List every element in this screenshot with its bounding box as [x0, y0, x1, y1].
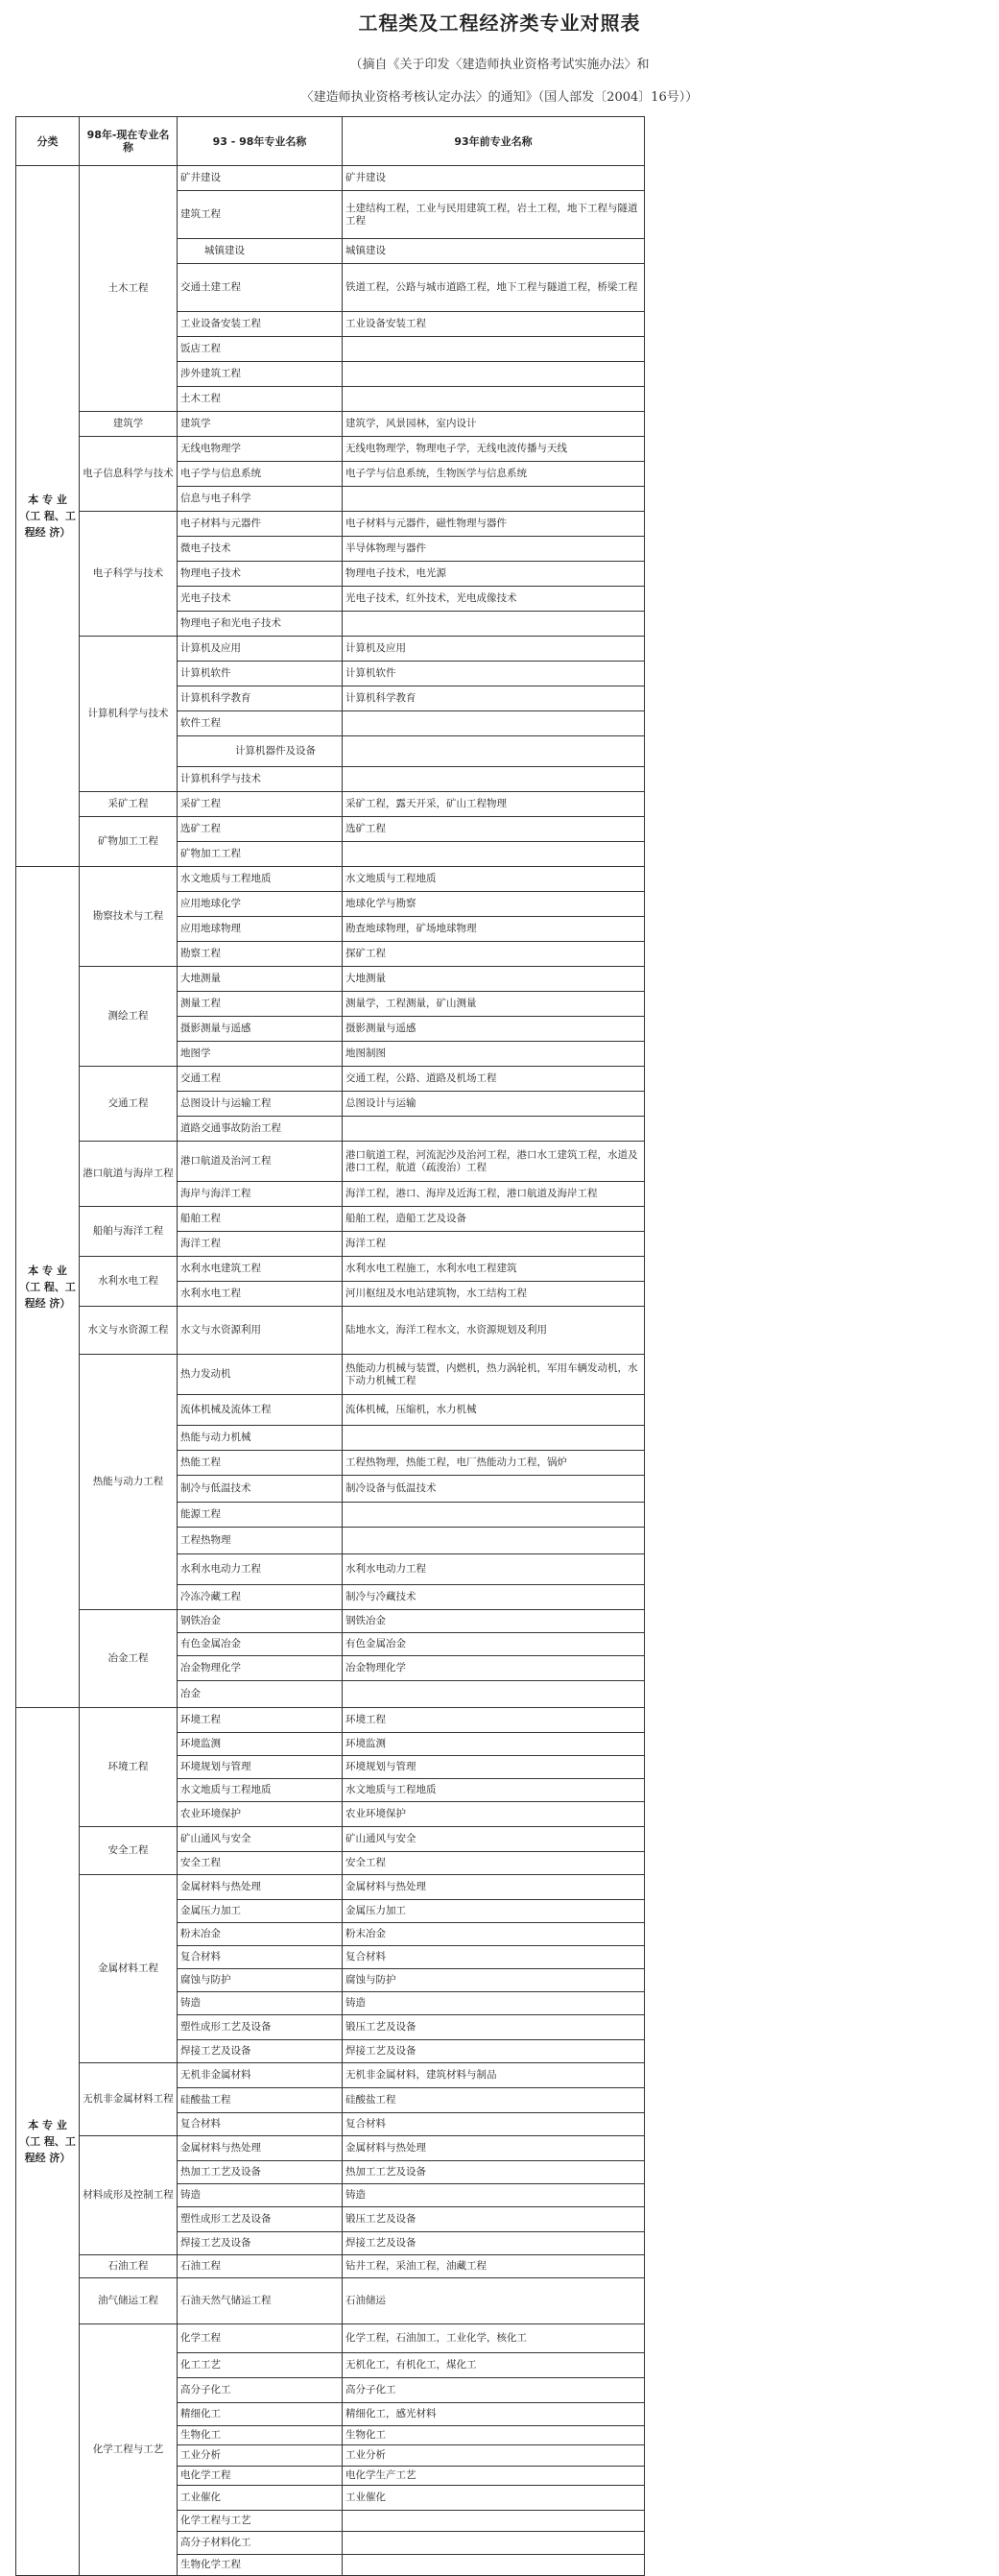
major-before-93-cell: 农业环境保护	[343, 1802, 645, 1827]
major-93-98-cell: 塑性成形工艺及设备	[178, 2015, 343, 2040]
major-93-98-cell: 电子学与信息系统	[178, 462, 343, 487]
major-93-98-cell: 城镇建设	[178, 239, 343, 264]
major-before-93-cell: 热能动力机械与装置，内燃机，热力涡轮机，军用车辆发动机，水下动力机械工程	[343, 1355, 645, 1395]
major-93-98-cell: 冶金	[178, 1681, 343, 1708]
major-before-93-cell: 探矿工程	[343, 942, 645, 967]
table-row	[16, 2136, 645, 2161]
major-before-93-cell: 石油储运	[343, 2278, 645, 2324]
current-major-cell: 冶金工程	[80, 1610, 178, 1708]
major-before-93-cell: 环境监测	[343, 1733, 645, 1756]
current-major-cell: 采矿工程	[80, 792, 178, 817]
major-before-93-cell: 电子材料与元器件，磁性物理与器件	[343, 512, 645, 537]
major-93-98-cell: 勘察工程	[178, 942, 343, 967]
table-row	[16, 1355, 645, 1395]
major-before-93-cell: 海洋工程，港口、海岸及近海工程，港口航道及海岸工程	[343, 1182, 645, 1207]
major-before-93-cell: 船舶工程，造船工艺及设备	[343, 1207, 645, 1232]
major-before-93-cell	[343, 1528, 645, 1554]
major-before-93-cell: 采矿工程，露天开采，矿山工程物理	[343, 792, 645, 817]
major-93-98-cell: 涉外建筑工程	[178, 362, 343, 387]
major-before-93-cell: 陆地水文，海洋工程水文，水资源规划及利用	[343, 1307, 645, 1355]
major-before-93-cell: 钻井工程，采油工程，油藏工程	[343, 2255, 645, 2278]
major-93-98-cell: 生物化学工程	[178, 2555, 343, 2576]
major-93-98-cell: 信息与电子科学	[178, 487, 343, 512]
major-before-93-cell: 制冷与冷藏技术	[343, 1585, 645, 1610]
major-before-93-cell: 制冷设备与低温技术	[343, 1476, 645, 1503]
current-major-cell: 矿物加工工程	[80, 817, 178, 867]
major-before-93-cell: 摄影测量与遥感	[343, 1017, 645, 1042]
table-row	[16, 437, 645, 462]
major-93-98-cell: 有色金属冶金	[178, 1633, 343, 1656]
major-before-93-cell: 计算机科学教育	[343, 686, 645, 711]
major-93-98-cell: 热能工程	[178, 1451, 343, 1476]
major-before-93-cell: 精细化工，感光材料	[343, 2403, 645, 2426]
current-major-cell: 测绘工程	[80, 967, 178, 1067]
major-before-93-cell: 无线电物理学，物理电子学，无线电波传播与天线	[343, 437, 645, 462]
major-before-93-cell	[343, 2555, 645, 2576]
table-row	[16, 512, 645, 537]
major-before-93-cell: 水利水电动力工程	[343, 1554, 645, 1585]
major-93-98-cell: 热加工工艺及设备	[178, 2161, 343, 2184]
major-93-98-cell: 海洋工程	[178, 1232, 343, 1257]
major-93-98-cell: 热能与动力机械	[178, 1426, 343, 1451]
major-before-93-cell: 港口航道工程，河流泥沙及治河工程，港口水工建筑工程，水道及港口工程，航道（疏浚治）工程	[343, 1142, 645, 1182]
major-before-93-cell: 水利水电工程施工，水利水电工程建筑	[343, 1257, 645, 1282]
table-row	[16, 967, 645, 992]
table-row	[16, 1207, 645, 1232]
major-before-93-cell: 流体机械，压缩机，水力机械	[343, 1395, 645, 1426]
current-major-cell: 金属材料工程	[80, 1875, 178, 2063]
major-before-93-cell: 工业催化	[343, 2486, 645, 2511]
table-row	[16, 166, 645, 191]
major-93-98-cell: 计算机软件	[178, 662, 343, 686]
major-before-93-cell: 生物化工	[343, 2426, 645, 2445]
major-93-98-cell: 高分子材料化工	[178, 2532, 343, 2555]
major-before-93-cell: 大地测量	[343, 967, 645, 992]
major-before-93-cell: 地球化学与勘察	[343, 892, 645, 917]
major-93-98-cell: 电子材料与元器件	[178, 512, 343, 537]
major-93-98-cell: 矿物加工工程	[178, 842, 343, 867]
major-93-98-cell: 制冷与低温技术	[178, 1476, 343, 1503]
current-major-cell: 建筑学	[80, 412, 178, 437]
major-before-93-cell: 金属压力加工	[343, 1900, 645, 1923]
major-93-98-cell: 工程热物理	[178, 1528, 343, 1554]
category-cell: 本 专 业（工 程、工 程经 济）	[16, 166, 80, 867]
major-before-93-cell: 锻压工艺及设备	[343, 2015, 645, 2040]
category-cell: 本 专 业（工 程、工 程经 济）	[16, 1708, 80, 2576]
major-before-93-cell: 环境工程	[343, 1708, 645, 1733]
major-93-98-cell: 电化学工程	[178, 2467, 343, 2486]
table-row	[16, 2255, 645, 2278]
major-before-93-cell: 无机非金属材料，建筑材料与制品	[343, 2063, 645, 2088]
major-93-98-cell: 环境监测	[178, 1733, 343, 1756]
major-93-98-cell: 能源工程	[178, 1503, 343, 1528]
major-93-98-cell: 无线电物理学	[178, 437, 343, 462]
subtitle-line-2: 〈建造师执业资格考核认定办法〉的通知》（国人部发〔2004〕16号））	[300, 90, 699, 105]
table-row	[16, 637, 645, 662]
major-before-93-cell: 铸造	[343, 2184, 645, 2207]
major-before-93-cell: 复合材料	[343, 2113, 645, 2136]
major-93-98-cell: 生物化工	[178, 2426, 343, 2445]
major-before-93-cell: 硅酸盐工程	[343, 2088, 645, 2113]
major-93-98-cell: 土木工程	[178, 387, 343, 412]
table-header-row	[16, 117, 645, 166]
major-before-93-cell: 工业设备安装工程	[343, 312, 645, 337]
table-row	[16, 1708, 645, 1733]
major-93-98-cell: 焊接工艺及设备	[178, 2040, 343, 2063]
current-major-cell: 水利水电工程	[80, 1257, 178, 1307]
major-93-98-cell: 化学工程	[178, 2324, 343, 2353]
current-major-cell: 计算机科学与技术	[80, 637, 178, 792]
major-93-98-cell: 地图学	[178, 1042, 343, 1067]
major-before-93-cell: 交通工程，公路、道路及机场工程	[343, 1067, 645, 1092]
major-93-98-cell: 塑性成形工艺及设备	[178, 2207, 343, 2232]
major-93-98-cell: 采矿工程	[178, 792, 343, 817]
header-current-major: 98年-现在专业名称	[80, 117, 178, 166]
major-93-98-cell: 选矿工程	[178, 817, 343, 842]
major-before-93-cell: 水文地质与工程地质	[343, 867, 645, 892]
major-93-98-cell: 饭店工程	[178, 337, 343, 362]
major-93-98-cell: 水文地质与工程地质	[178, 867, 343, 892]
major-93-98-cell: 水利水电工程	[178, 1282, 343, 1307]
major-93-98-cell: 钢铁冶金	[178, 1610, 343, 1633]
major-before-93-cell: 热加工工艺及设备	[343, 2161, 645, 2184]
major-93-98-cell: 建筑工程	[178, 191, 343, 239]
major-before-93-cell: 复合材料	[343, 1946, 645, 1969]
major-before-93-cell: 海洋工程	[343, 1232, 645, 1257]
major-before-93-cell: 铸造	[343, 1992, 645, 2015]
major-before-93-cell: 安全工程	[343, 1852, 645, 1875]
table-row	[16, 1307, 645, 1355]
major-93-98-cell: 计算机科学教育	[178, 686, 343, 711]
major-93-98-cell: 金属材料与热处理	[178, 2136, 343, 2161]
table-row	[16, 412, 645, 437]
major-before-93-cell: 物理电子技术，电光源	[343, 562, 645, 587]
table-row	[16, 1610, 645, 1633]
major-before-93-cell: 计算机软件	[343, 662, 645, 686]
major-before-93-cell: 总图设计与运输	[343, 1092, 645, 1117]
major-93-98-cell: 交通工程	[178, 1067, 343, 1092]
major-before-93-cell: 粉末冶金	[343, 1923, 645, 1946]
major-93-98-cell: 应用地球化学	[178, 892, 343, 917]
major-93-98-cell: 计算机器件及设备	[178, 736, 343, 767]
major-93-98-cell: 摄影测量与遥感	[178, 1017, 343, 1042]
major-before-93-cell: 有色金属冶金	[343, 1633, 645, 1656]
major-before-93-cell: 工业分析	[343, 2445, 645, 2467]
major-93-98-cell: 无机非金属材料	[178, 2063, 343, 2088]
major-before-93-cell: 矿山通风与安全	[343, 1827, 645, 1852]
major-before-93-cell: 测量学，工程测量，矿山测量	[343, 992, 645, 1017]
major-93-98-cell: 矿山通风与安全	[178, 1827, 343, 1852]
subtitle-line-1: （摘自《关于印发〈建造师执业资格考试实施办法〉和	[349, 58, 650, 72]
current-major-cell: 无机非金属材料工程	[80, 2063, 178, 2136]
major-before-93-cell: 地图制图	[343, 1042, 645, 1067]
major-93-98-cell: 道路交通事故防治工程	[178, 1117, 343, 1142]
table-row	[16, 2063, 645, 2088]
major-before-93-cell: 计算机及应用	[343, 637, 645, 662]
major-93-98-cell: 工业分析	[178, 2445, 343, 2467]
major-93-98-cell: 计算机科学与技术	[178, 767, 343, 792]
current-major-cell: 油气储运工程	[80, 2278, 178, 2324]
major-93-98-cell: 复合材料	[178, 1946, 343, 1969]
major-93-98-cell: 大地测量	[178, 967, 343, 992]
major-comparison-table	[15, 116, 645, 2576]
current-major-cell: 交通工程	[80, 1067, 178, 1142]
major-before-93-cell: 环境规划与管理	[343, 1756, 645, 1779]
major-93-98-cell: 安全工程	[178, 1852, 343, 1875]
major-before-93-cell	[343, 736, 645, 767]
major-93-98-cell: 热力发动机	[178, 1355, 343, 1395]
major-93-98-cell: 应用地球物理	[178, 917, 343, 942]
major-before-93-cell: 钢铁冶金	[343, 1610, 645, 1633]
major-93-98-cell: 石油天然气储运工程	[178, 2278, 343, 2324]
current-major-cell: 热能与动力工程	[80, 1355, 178, 1610]
header-before-93-major: 93年前专业名称	[343, 117, 645, 166]
major-before-93-cell: 电化学生产工艺	[343, 2467, 645, 2486]
current-major-cell: 化学工程与工艺	[80, 2324, 178, 2576]
table-row	[16, 867, 645, 892]
major-93-98-cell: 流体机械及流体工程	[178, 1395, 343, 1426]
major-before-93-cell	[343, 1426, 645, 1451]
major-before-93-cell	[343, 1503, 645, 1528]
major-93-98-cell: 冶金物理化学	[178, 1656, 343, 1681]
major-before-93-cell: 河川枢纽及水电站建筑物，水工结构工程	[343, 1282, 645, 1307]
major-93-98-cell: 精细化工	[178, 2403, 343, 2426]
major-before-93-cell	[343, 767, 645, 792]
current-major-cell: 港口航道与海岸工程	[80, 1142, 178, 1207]
major-before-93-cell	[343, 711, 645, 736]
major-93-98-cell: 船舶工程	[178, 1207, 343, 1232]
current-major-cell: 电子科学与技术	[80, 512, 178, 637]
major-93-98-cell: 软件工程	[178, 711, 343, 736]
current-major-cell: 土木工程	[80, 166, 178, 412]
current-major-cell: 材料成形及控制工程	[80, 2136, 178, 2255]
major-93-98-cell: 金属材料与热处理	[178, 1875, 343, 1900]
major-93-98-cell: 矿井建设	[178, 166, 343, 191]
major-before-93-cell: 矿井建设	[343, 166, 645, 191]
table-row	[16, 792, 645, 817]
major-93-98-cell: 焊接工艺及设备	[178, 2232, 343, 2255]
major-before-93-cell: 腐蚀与防护	[343, 1969, 645, 1992]
major-93-98-cell: 物理电子技术	[178, 562, 343, 587]
major-before-93-cell: 电子学与信息系统，生物医学与信息系统	[343, 462, 645, 487]
major-before-93-cell	[343, 362, 645, 387]
major-93-98-cell: 环境规划与管理	[178, 1756, 343, 1779]
major-before-93-cell: 工程热物理，热能工程，电厂热能动力工程，锅炉	[343, 1451, 645, 1476]
major-93-98-cell: 复合材料	[178, 2113, 343, 2136]
major-93-98-cell: 铸造	[178, 2184, 343, 2207]
major-93-98-cell: 光电子技术	[178, 587, 343, 612]
major-93-98-cell: 石油工程	[178, 2255, 343, 2278]
major-93-98-cell: 化学工程与工艺	[178, 2511, 343, 2532]
major-before-93-cell: 城镇建设	[343, 239, 645, 264]
table-row	[16, 2324, 645, 2353]
major-before-93-cell: 勘查地球物理，矿场地球物理	[343, 917, 645, 942]
major-before-93-cell: 锻压工艺及设备	[343, 2207, 645, 2232]
current-major-cell: 环境工程	[80, 1708, 178, 1827]
current-major-cell: 勘察技术与工程	[80, 867, 178, 967]
major-93-98-cell: 腐蚀与防护	[178, 1969, 343, 1992]
major-before-93-cell: 半导体物理与器件	[343, 537, 645, 562]
major-93-98-cell: 水文与水资源利用	[178, 1307, 343, 1355]
major-before-93-cell	[343, 1681, 645, 1708]
major-before-93-cell	[343, 2532, 645, 2555]
major-before-93-cell	[343, 387, 645, 412]
major-93-98-cell: 交通土建工程	[178, 264, 343, 312]
major-93-98-cell: 农业环境保护	[178, 1802, 343, 1827]
table-body	[16, 166, 645, 2576]
major-93-98-cell: 工业催化	[178, 2486, 343, 2511]
table-row	[16, 1827, 645, 1852]
major-before-93-cell: 选矿工程	[343, 817, 645, 842]
table-row	[16, 1875, 645, 1900]
major-93-98-cell: 冷冻冷藏工程	[178, 1585, 343, 1610]
major-before-93-cell: 铁道工程，公路与城市道路工程，地下工程与隧道工程，桥梁工程	[343, 264, 645, 312]
major-before-93-cell	[343, 612, 645, 637]
major-93-98-cell: 水利水电动力工程	[178, 1554, 343, 1585]
major-before-93-cell: 建筑学，风景园林，室内设计	[343, 412, 645, 437]
major-93-98-cell: 化工工艺	[178, 2353, 343, 2378]
major-before-93-cell	[343, 487, 645, 512]
major-93-98-cell: 水文地质与工程地质	[178, 1779, 343, 1802]
major-93-98-cell: 微电子技术	[178, 537, 343, 562]
page-title: 工程类及工程经济类专业对照表	[358, 12, 641, 35]
current-major-cell: 石油工程	[80, 2255, 178, 2278]
major-before-93-cell	[343, 337, 645, 362]
major-before-93-cell: 焊接工艺及设备	[343, 2040, 645, 2063]
table-row	[16, 2278, 645, 2324]
current-major-cell: 水文与水资源工程	[80, 1307, 178, 1355]
major-93-98-cell: 总图设计与运输工程	[178, 1092, 343, 1117]
major-93-98-cell: 测量工程	[178, 992, 343, 1017]
major-before-93-cell: 焊接工艺及设备	[343, 2232, 645, 2255]
major-93-98-cell: 环境工程	[178, 1708, 343, 1733]
major-before-93-cell	[343, 842, 645, 867]
major-before-93-cell	[343, 2511, 645, 2532]
current-major-cell: 船舶与海洋工程	[80, 1207, 178, 1257]
current-major-cell: 安全工程	[80, 1827, 178, 1875]
major-before-93-cell: 冶金物理化学	[343, 1656, 645, 1681]
major-before-93-cell: 金属材料与热处理	[343, 1875, 645, 1900]
major-before-93-cell	[343, 1117, 645, 1142]
current-major-cell: 电子信息科学与技术	[80, 437, 178, 512]
category-cell: 本 专 业（工 程、工 程经 济）	[16, 867, 80, 1708]
major-93-98-cell: 高分子化工	[178, 2378, 343, 2403]
table-row	[16, 1257, 645, 1282]
major-93-98-cell: 水利水电建筑工程	[178, 1257, 343, 1282]
major-before-93-cell: 无机化工，有机化工，煤化工	[343, 2353, 645, 2378]
table-row	[16, 1067, 645, 1092]
major-93-98-cell: 粉末冶金	[178, 1923, 343, 1946]
header-category: 分类	[16, 117, 80, 166]
major-before-93-cell: 水文地质与工程地质	[343, 1779, 645, 1802]
table-row	[16, 1142, 645, 1182]
major-93-98-cell: 建筑学	[178, 412, 343, 437]
major-before-93-cell: 金属材料与热处理	[343, 2136, 645, 2161]
major-93-98-cell: 港口航道及治河工程	[178, 1142, 343, 1182]
major-before-93-cell: 化学工程，石油加工，工业化学，核化工	[343, 2324, 645, 2353]
major-93-98-cell: 计算机及应用	[178, 637, 343, 662]
header-93-98-major: 93 - 98年专业名称	[178, 117, 343, 166]
table-row	[16, 817, 645, 842]
major-before-93-cell: 高分子化工	[343, 2378, 645, 2403]
major-93-98-cell: 金属压力加工	[178, 1900, 343, 1923]
major-93-98-cell: 硅酸盐工程	[178, 2088, 343, 2113]
major-93-98-cell: 海岸与海洋工程	[178, 1182, 343, 1207]
major-93-98-cell: 铸造	[178, 1992, 343, 2015]
major-93-98-cell: 工业设备安装工程	[178, 312, 343, 337]
major-93-98-cell: 物理电子和光电子技术	[178, 612, 343, 637]
major-before-93-cell: 土建结构工程，工业与民用建筑工程，岩土工程，地下工程与隧道工程	[343, 191, 645, 239]
major-before-93-cell: 光电子技术，红外技术，光电成像技术	[343, 587, 645, 612]
